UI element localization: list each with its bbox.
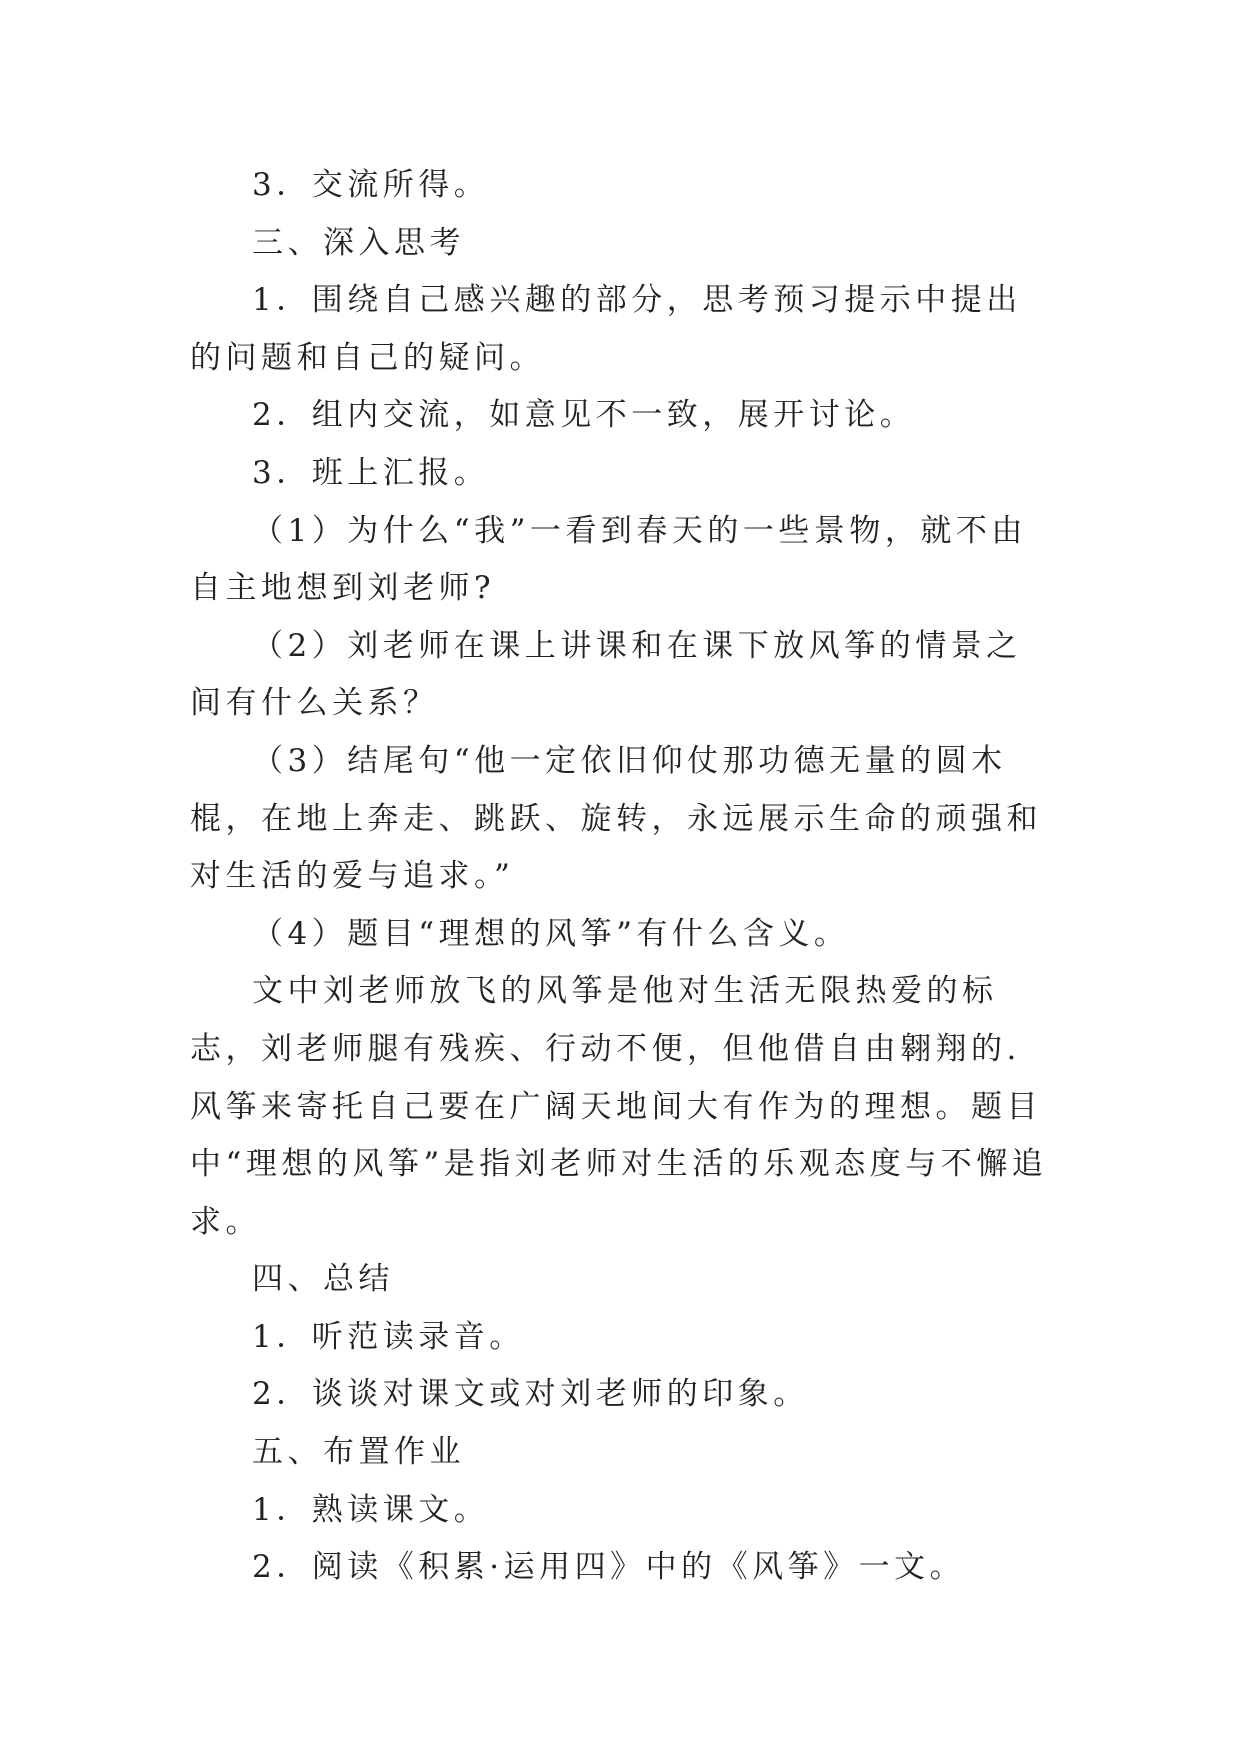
paragraph-title-meaning: 文中刘老师放飞的风筝是他对生活无限热爱的标志，刘老师腿有残疾、行动不便，但他借自由翱翔的.风筝来寄托自己要在广阔天地间大有作为的理想。题目中“理想的风筝”是指刘老师对生活的乐观态度与不懈追求。 [190,973,1048,1240]
heading-homework: 五、布置作业 [252,1434,465,1471]
paragraph-read-text: 1．熟读课文。 [252,1491,490,1528]
paragraph-group-discussion: 2．组内交流，如意见不一致，展开讨论。 [252,397,916,434]
paragraph-listen-reading: 1．听范读录音。 [252,1318,525,1355]
question-2: （2）刘老师在课上讲课和在课下放风筝的情景之间有什么关系？ [190,627,1022,722]
question-1: （1）为什么“我”一看到春天的一些景物，就不由自主地想到刘老师? [190,512,1027,607]
heading-summary: 四、总结 [252,1261,394,1298]
heading-deep-thinking: 三、深入思考 [252,224,465,261]
paragraph-think-questions: 1．围绕自己感兴趣的部分，思考预习提示中提出的问题和自己的疑问。 [190,282,1022,376]
paragraph-read-kite: 2．阅读《积累·运用四》中的《风筝》一文。 [252,1549,966,1586]
paragraph-impression: 2．谈谈对课文或对刘老师的印象。 [252,1376,809,1413]
paragraph-exchange-gains: 3．交流所得。 [252,167,490,203]
paragraph-class-report: 3．班上汇报。 [252,454,490,491]
question-3: （3）结尾句“他一定依旧仰仗那功德无量的圆木棍，在地上奔走、跳跃、旋转，永远展示生命的顽强和对生活的爱与追求。” [190,742,1042,895]
document-body [190,157,1050,1597]
question-4: （4）题目“理想的风筝”有什么含义。 [252,915,850,952]
